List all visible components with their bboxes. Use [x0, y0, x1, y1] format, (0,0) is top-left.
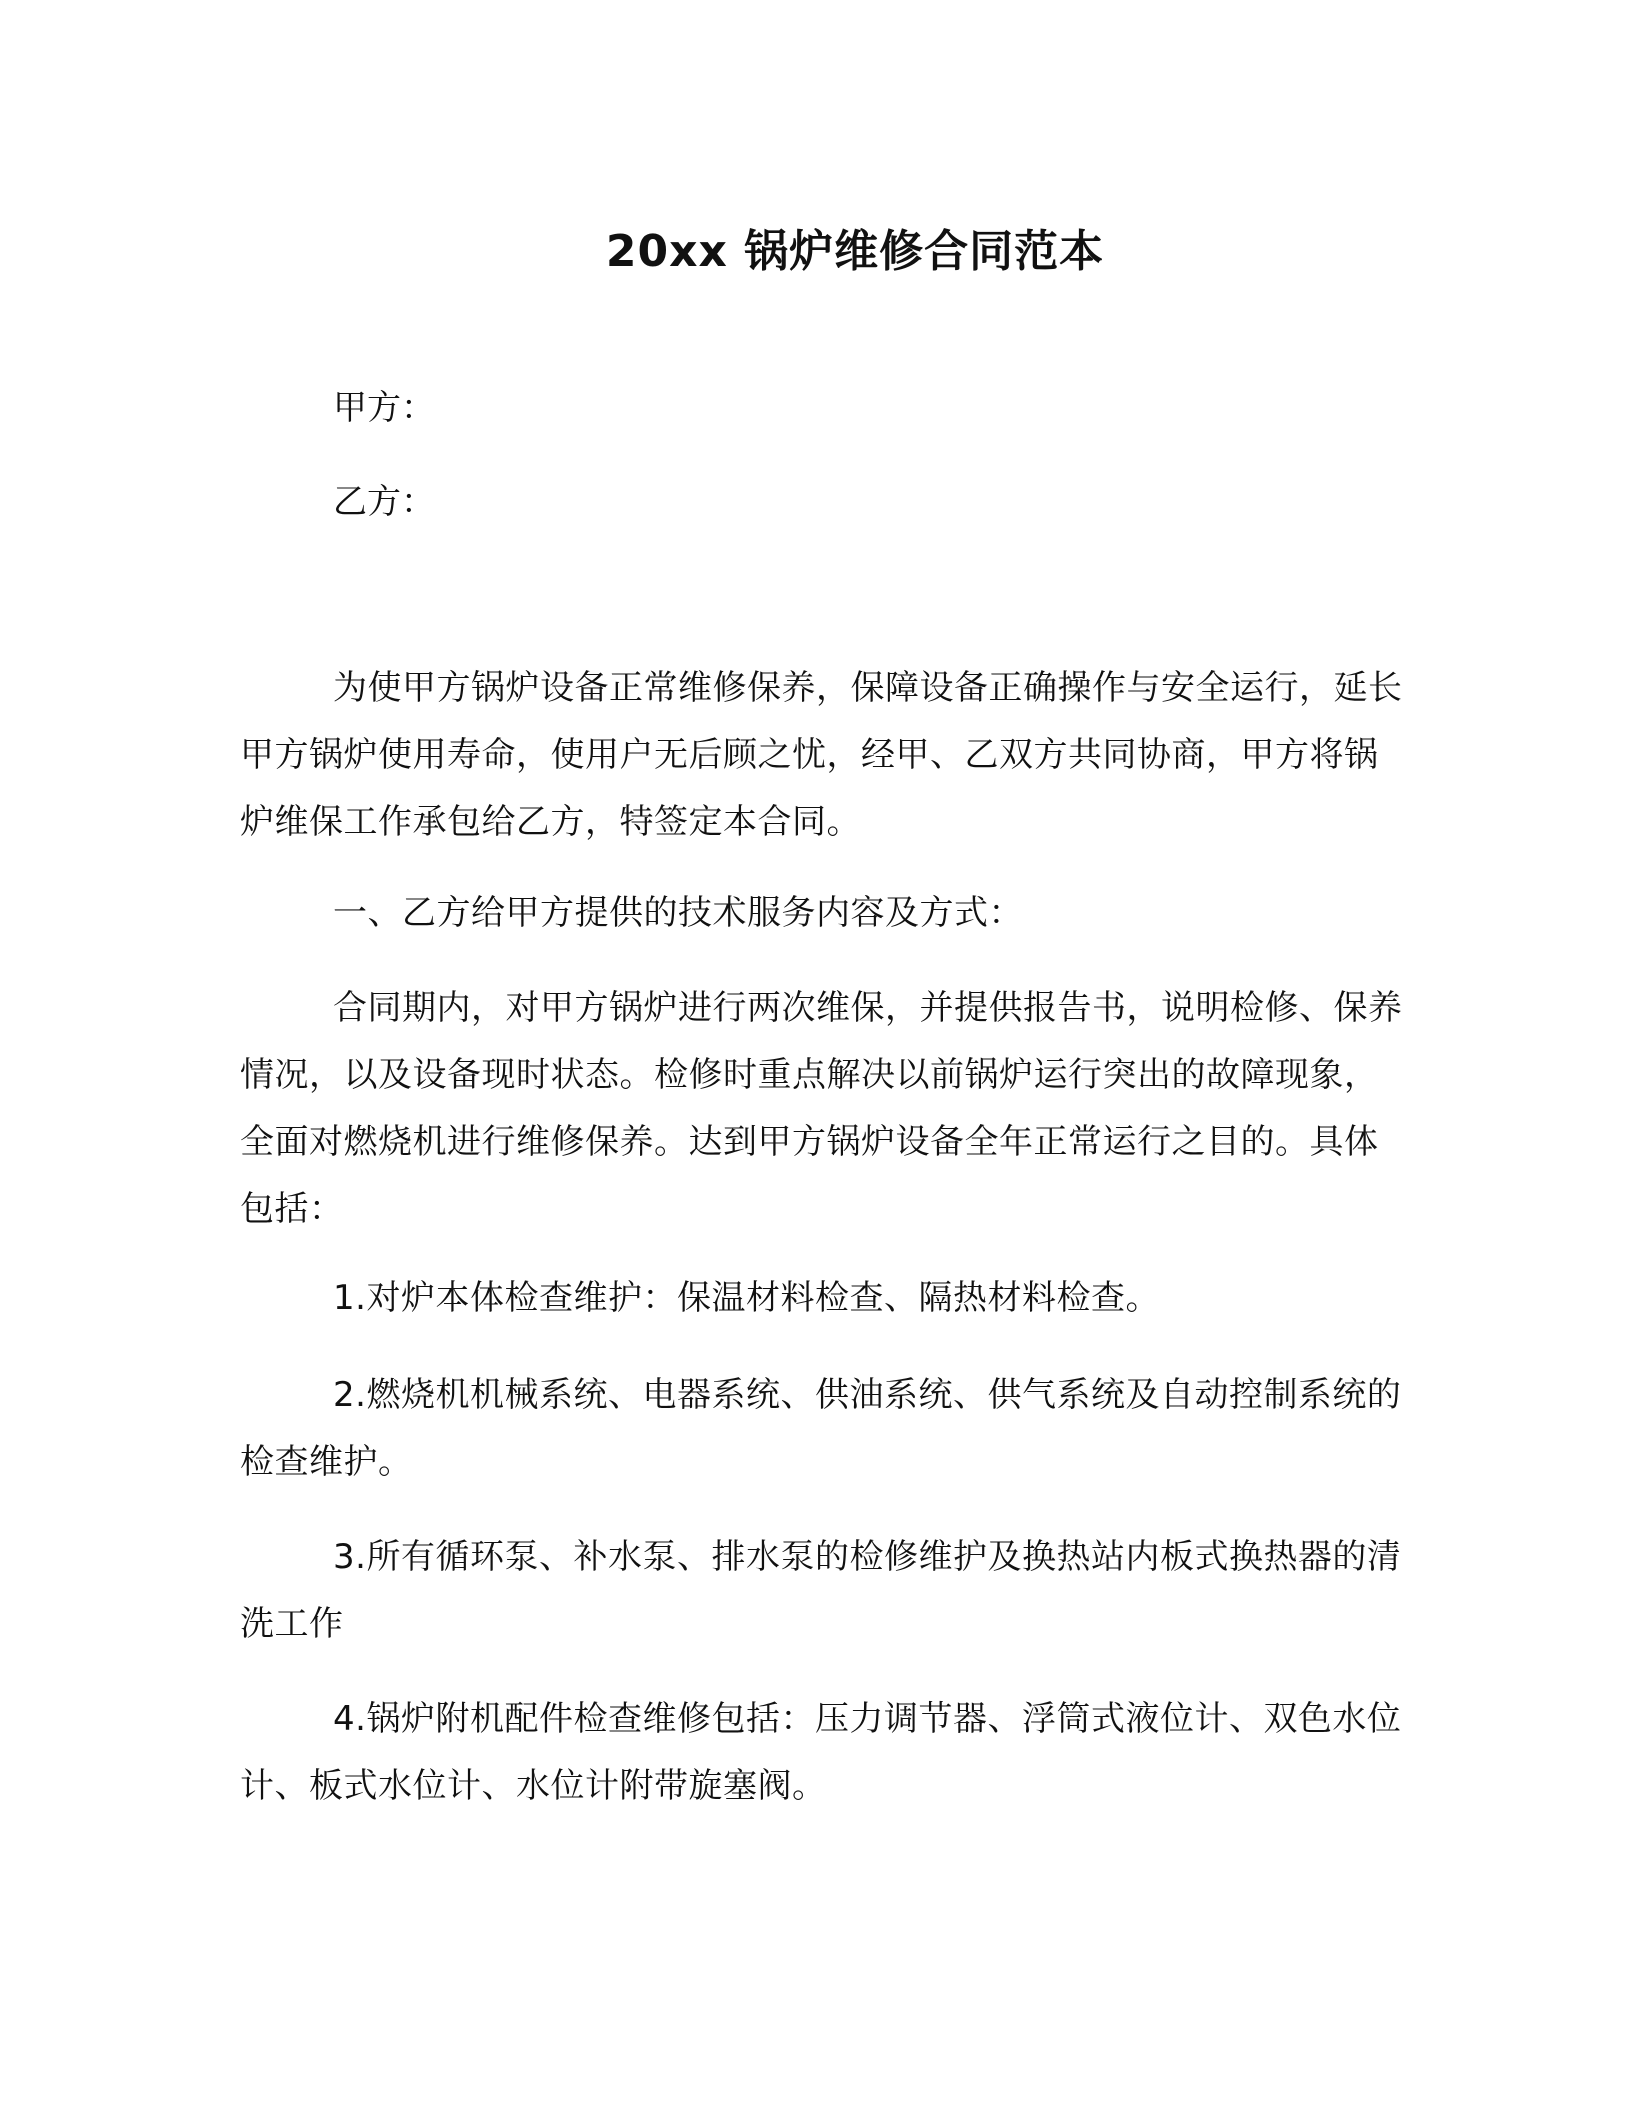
list-item-3: 3.所有循环泵、补水泵、排水泵的检修维护及换热站内板式换热器的清洗工作 [240, 1537, 1402, 1644]
intro-paragraph: 为使甲方锅炉设备正常维修保养，保障设备正确操作与安全运行，延长甲方锅炉使用寿命，使用户无后顾之忧，经甲、乙双方共同协商，甲方将锅炉维保工作承包给乙方，特签定本合同。 [240, 668, 1403, 842]
list-item-4: 4.锅炉附机配件检查维修包括：压力调节器、浮筒式液位计、双色水位计、板式水位计、水位计附带旋塞阀。 [240, 1699, 1402, 1806]
document-title: 20xx 锅炉维修合同范本 [605, 226, 1105, 277]
party-b-label: 乙方： [333, 482, 435, 522]
list-item-2: 2.燃烧机机械系统、电器系统、供油系统、供气系统及自动控制系统的检查维护。 [240, 1375, 1402, 1482]
list-item-1: 1.对炉本体检查维护：保温材料检查、隔热材料检查。 [333, 1278, 1160, 1318]
party-a-label: 甲方： [333, 388, 435, 428]
service-paragraph: 合同期内，对甲方锅炉进行两次维保，并提供报告书，说明检修、保养情况，以及设备现时状态。检修时重点解决以前锅炉运行突出的故障现象，全面对燃烧机进行维修保养。达到甲方锅炉设备全年正常运行之目的。具体包括： [240, 988, 1403, 1229]
section-heading: 一、乙方给甲方提供的技术服务内容及方式： [333, 893, 1023, 933]
